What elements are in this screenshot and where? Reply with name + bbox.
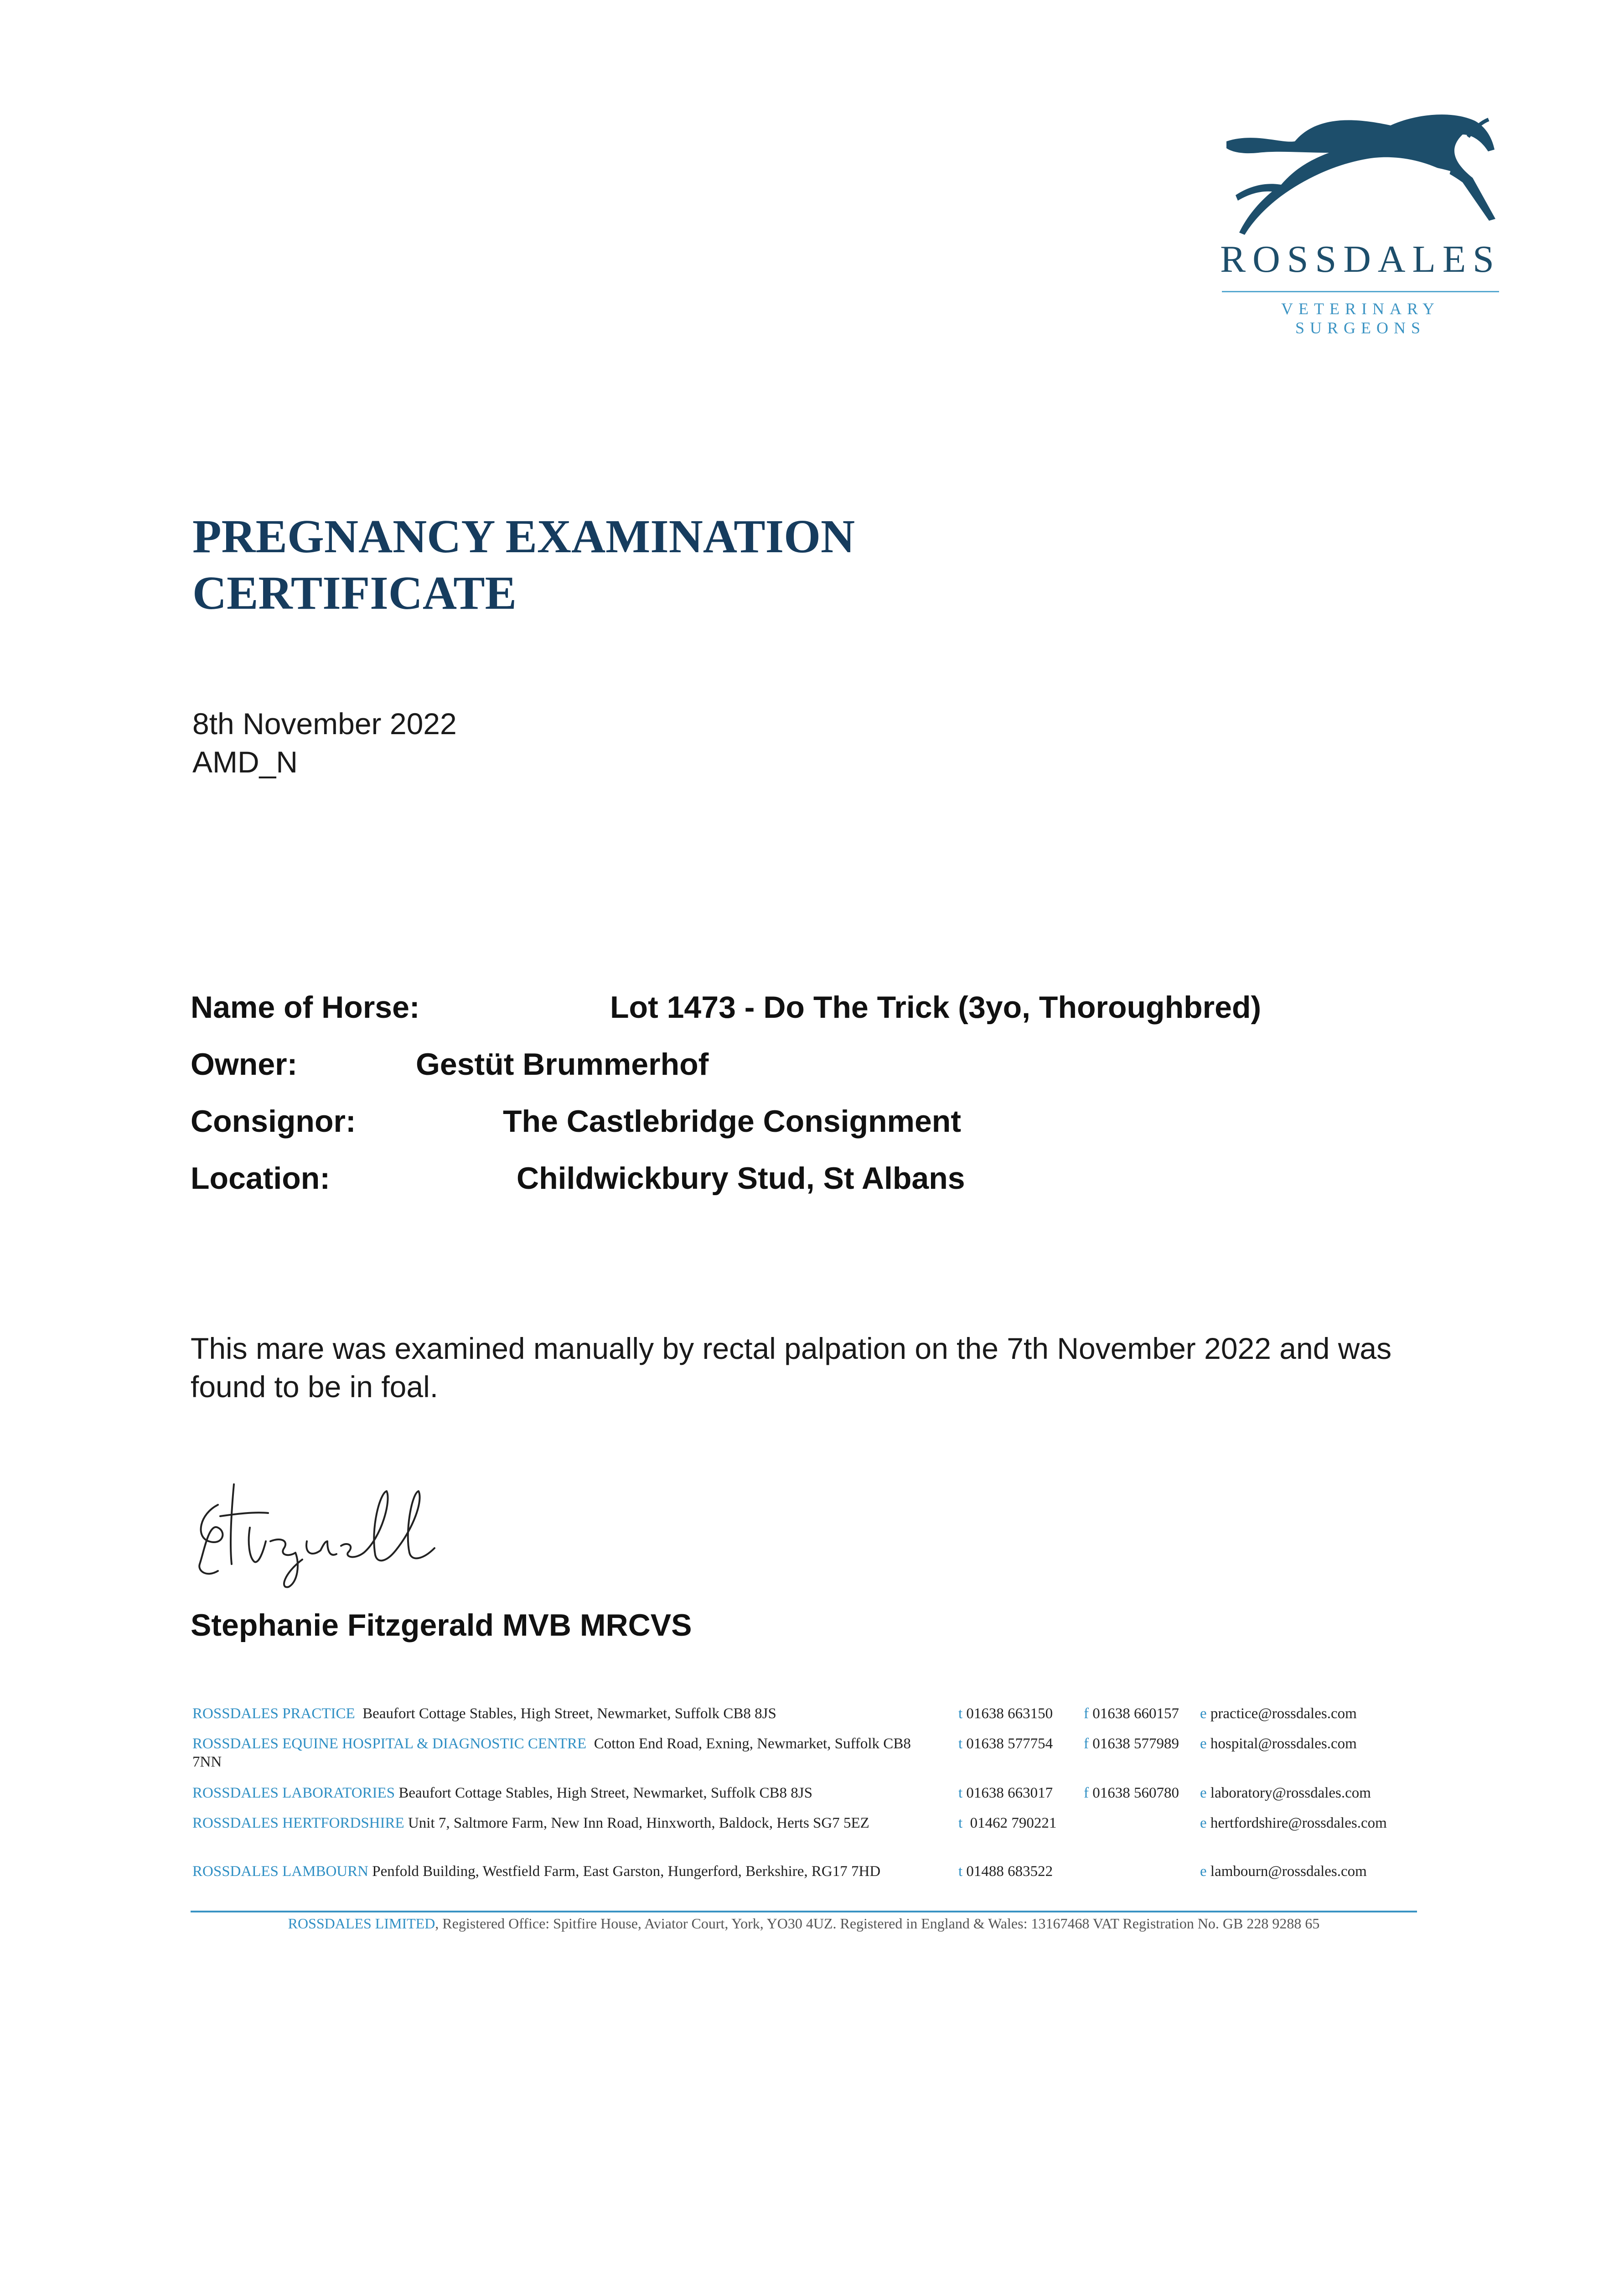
contact-row [192,1784,1419,1814]
contact-address-cell [192,1705,940,1723]
contact-table [192,1705,1419,1908]
field-horse [191,990,1262,1025]
contact-row [192,1862,1419,1908]
contact-name: ROSSDALES PRACTICE [192,1705,355,1722]
contact-name: ROSSDALES LABORATORIES [192,1785,395,1801]
contact-row [192,1735,1419,1784]
field-consignor-label: Consignor: [191,1104,356,1139]
contact-address: Penfold Building, Westfield Farm, East Garston, Hungerford, Berkshire, RG17 7HD [372,1863,881,1880]
contact-address: Beaufort Cottage Stables, High Street, Newmarket, Suffolk CB8 8JS [398,1785,813,1801]
contact-email[interactable]: e laboratory@rossdales.com [1200,1785,1371,1801]
registration-footer [191,1915,1417,1932]
contact-phone: t 01638 577754 [958,1736,1053,1752]
certificate-date: 8th November 2022 [192,707,457,741]
field-owner-label: Owner: [191,1047,298,1082]
contact-address-cell [192,1814,940,1832]
contact-phone: t 01462 790221 [958,1815,1057,1831]
contact-name: ROSSDALES HERTFORDSHIRE [192,1815,404,1831]
field-location-value: Childwickbury Stud, St Albans [517,1161,965,1196]
registration-text: , Registered Office: Spitfire House, Aviator Court, York, YO30 4UZ. Registered in England & Wales: 13167468 VAT Registration No. GB 228 9288 65 [435,1915,1320,1932]
certificate-reference: AMD_N [192,745,298,779]
field-location-label: Location: [191,1161,330,1196]
signer-name: Stephanie Fitzgerald MVB MRCVS [191,1608,692,1643]
contact-email[interactable]: e hospital@rossdales.com [1200,1736,1357,1752]
contact-phone: t 01488 683522 [958,1863,1053,1880]
contact-phone: t 01638 663017 [958,1785,1053,1801]
contact-address: Cotton End Road, Exning, Newmarket, Suffolk CB8 7NN [192,1736,911,1770]
examination-statement: This mare was examined manually by rectal palpation on the 7th November 2022 and was found to be in foal. [191,1332,1392,1404]
contact-email[interactable]: e hertfordshire@rossdales.com [1200,1815,1387,1831]
contact-email[interactable]: e lambourn@rossdales.com [1200,1863,1367,1880]
contact-fax: f 01638 660157 [1084,1705,1179,1722]
field-owner [191,1047,709,1082]
footer-divider [191,1911,1417,1912]
contact-name: ROSSDALES LAMBOURN [192,1863,368,1880]
contact-row [192,1814,1419,1862]
horse-leaping-icon [1213,109,1505,237]
contact-phone: t 01638 663150 [958,1705,1053,1722]
contact-fax: f 01638 560780 [1084,1785,1179,1801]
contact-row [192,1705,1419,1735]
logo-brand-name: ROSSDALES [1220,238,1501,280]
contact-address-cell [192,1735,940,1771]
field-horse-label: Name of Horse: [191,990,420,1025]
contact-fax: f 01638 577989 [1084,1736,1179,1752]
logo-subtitle: VETERINARY SURGEONS [1281,300,1440,337]
contact-name: ROSSDALES EQUINE HOSPITAL & DIAGNOSTIC CENTRE [192,1736,587,1752]
contact-email[interactable]: e practice@rossdales.com [1200,1705,1357,1722]
certificate-meta [192,705,457,781]
title-line-2: CERTIFICATE [192,567,517,619]
contact-address: Beaufort Cottage Stables, High Street, Newmarket, Suffolk CB8 8JS [362,1705,776,1722]
title-line-1: PREGNANCY EXAMINATION [192,510,855,563]
field-consignor [191,1104,961,1139]
certificate-title [192,508,855,622]
field-consignor-value: The Castlebridge Consignment [503,1104,961,1139]
company-name: ROSSDALES LIMITED [288,1915,435,1932]
field-horse-value: Lot 1473 - Do The Trick (3yo, Thoroughbred) [610,990,1262,1025]
field-owner-value: Gestüt Brummerhof [416,1047,709,1082]
contact-address: Unit 7, Saltmore Farm, New Inn Road, Hinxworth, Baldock, Herts SG7 5EZ [408,1815,869,1831]
rossdales-logo [1213,109,1505,337]
contact-address-cell [192,1784,940,1802]
logo-divider [1222,291,1499,292]
field-location [191,1161,965,1196]
contact-address-cell [192,1862,940,1881]
handwritten-signature [191,1473,446,1591]
